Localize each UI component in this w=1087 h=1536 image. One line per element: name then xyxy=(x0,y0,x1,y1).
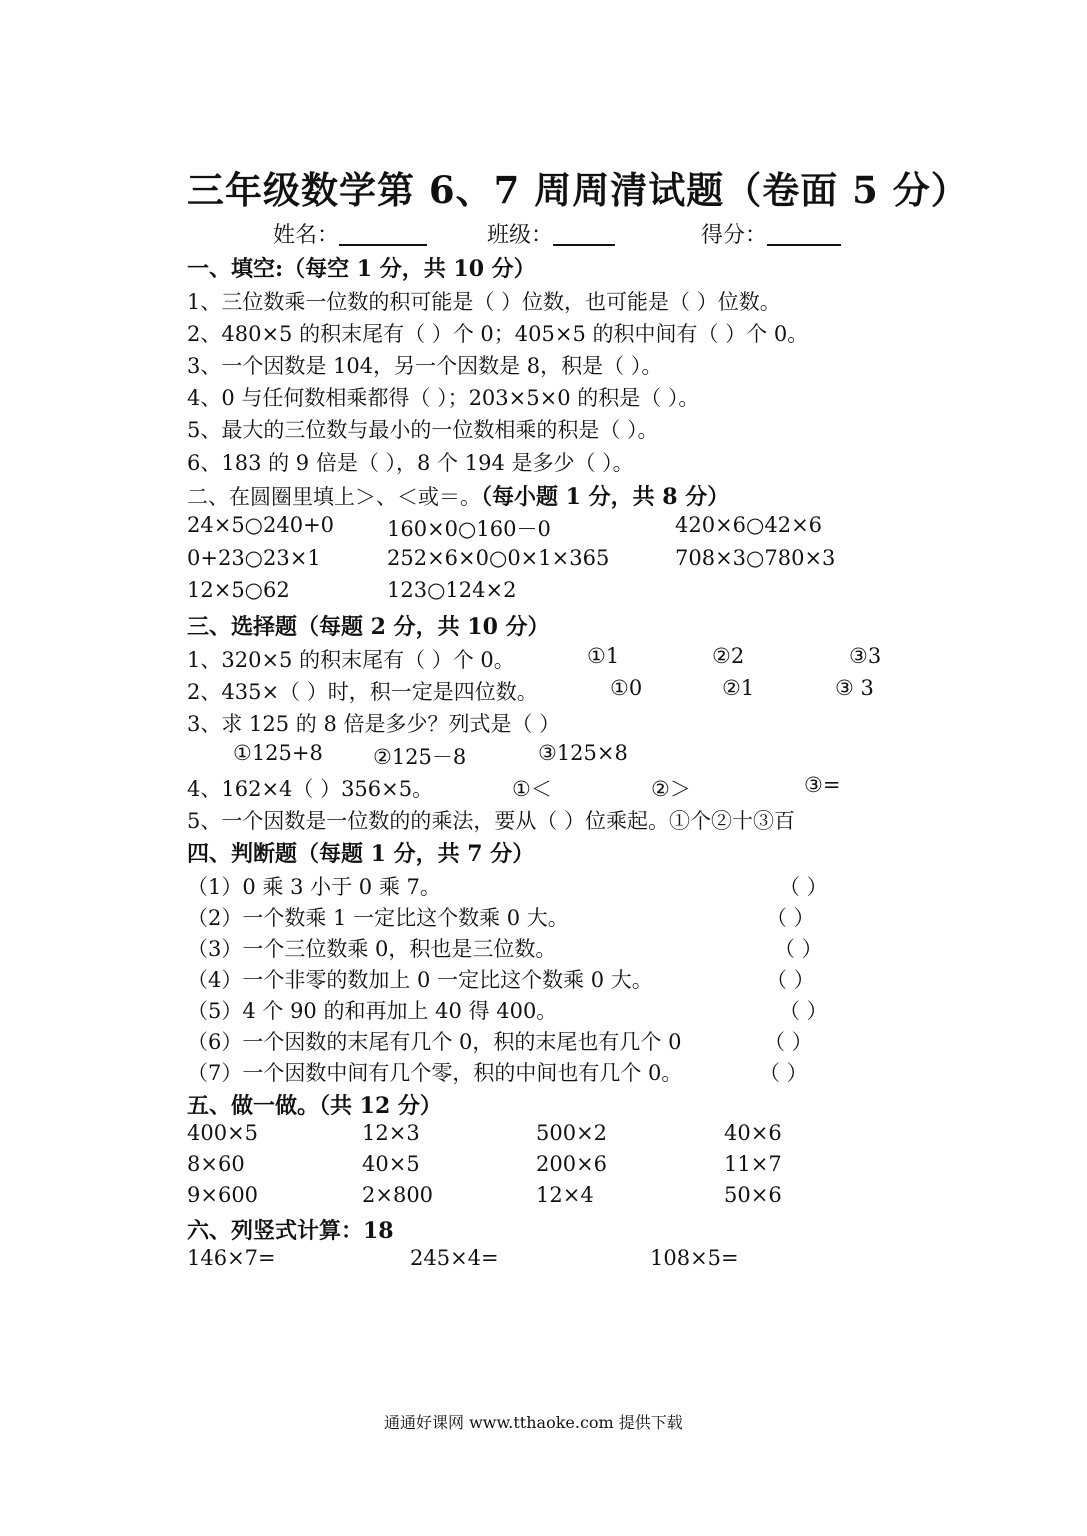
section-2-heading-points: （每小题 1 分，共 8 分） xyxy=(481,484,730,510)
s3-q2-option-3: ③ 3 xyxy=(835,676,874,700)
compare-item: 123○124×2 xyxy=(387,578,517,602)
calc-item: 2×800 xyxy=(362,1183,434,1207)
s4-statement-1: （1）0 乘 3 小于 0 乘 7。 xyxy=(187,875,441,899)
score-blank[interactable] xyxy=(767,222,841,246)
vertical-calc-item: 108×5= xyxy=(650,1246,739,1270)
s3-q1-option-1: ①1 xyxy=(587,644,620,668)
s3-q2-option-1: ①0 xyxy=(610,676,643,700)
score-field xyxy=(701,218,841,249)
s3-question-1: 1、320×5 的积末尾有（ ）个 0。 xyxy=(187,648,515,672)
calc-item: 50×6 xyxy=(724,1183,782,1207)
calc-item: 11×7 xyxy=(724,1152,782,1176)
s3-q3-option-1: ①125+8 xyxy=(233,741,323,765)
s3-question-3: 3、求 125 的 8 倍是多少？列式是（ ） xyxy=(187,712,561,736)
s3-q4-option-3: ③= xyxy=(804,773,841,797)
s4-statement-4: （4）一个非零的数加上 0 一定比这个数乘 0 大。 xyxy=(187,968,653,992)
calc-item: 500×2 xyxy=(536,1121,608,1145)
s1-question-4: 4、0 与任何数相乘都得（ ）；203×5×0 的积是（ ）。 xyxy=(187,386,700,410)
vertical-calc-item: 146×7= xyxy=(187,1246,276,1270)
score-label: 得分： xyxy=(701,223,768,248)
s3-q2-option-2: ②1 xyxy=(722,676,755,700)
vertical-calc-item: 245×4= xyxy=(410,1246,499,1270)
s4-statement-7: （7）一个因数中间有几个零，积的中间也有几个 0。 xyxy=(187,1061,683,1085)
page-title: 三年级数学第 6、7 周周清试题（卷面 5 分） xyxy=(187,168,969,212)
s4-statement-6: （6）一个因数的末尾有几个 0，积的末尾也有几个 0 xyxy=(187,1030,682,1054)
s1-question-1: 1、三位数乘一位数的积可能是（ ）位数，也可能是（ ）位数。 xyxy=(187,290,781,314)
section-5-heading: 五、做一做。（共 12 分） xyxy=(187,1093,442,1119)
calc-item: 400×5 xyxy=(187,1121,259,1145)
s3-q1-option-3: ③3 xyxy=(849,644,882,668)
class-blank[interactable] xyxy=(553,222,615,246)
section-1-heading: 一、填空:（每空 1 分，共 10 分） xyxy=(187,256,536,282)
s1-question-5: 5、最大的三位数与最小的一位数相乘的积是（ ）。 xyxy=(187,418,659,442)
s3-question-2: 2、435×（ ）时，积一定是四位数。 xyxy=(187,680,538,704)
name-field xyxy=(273,218,427,249)
name-label: 姓名： xyxy=(273,223,340,248)
calc-item: 8×60 xyxy=(187,1152,245,1176)
answer-parentheses[interactable]: （ ） xyxy=(779,999,828,1023)
calc-item: 12×3 xyxy=(362,1121,420,1145)
answer-parentheses[interactable]: （ ） xyxy=(774,937,823,961)
answer-parentheses[interactable]: （ ） xyxy=(764,1030,813,1054)
calc-item: 40×5 xyxy=(362,1152,420,1176)
section-2-heading-text: 二、在圆圈里填上＞、＜或＝。 xyxy=(187,485,481,509)
answer-parentheses[interactable]: （ ） xyxy=(779,875,828,899)
s3-q1-option-2: ②2 xyxy=(712,644,745,668)
s3-question-4: 4、162×4（ ）356×5。 xyxy=(187,777,434,801)
name-blank[interactable] xyxy=(339,222,427,246)
section-6-heading: 六、列竖式计算：18 xyxy=(187,1218,394,1244)
answer-parentheses[interactable]: （ ） xyxy=(766,968,815,992)
s4-statement-3: （3）一个三位数乘 0，积也是三位数。 xyxy=(187,937,557,961)
compare-item: 252×6×0○0×1×365 xyxy=(387,546,610,570)
s4-statement-5: （5）4 个 90 的和再加上 40 得 400。 xyxy=(187,999,558,1023)
calc-item: 12×4 xyxy=(536,1183,594,1207)
section-2-heading xyxy=(187,480,729,511)
class-label: 班级： xyxy=(487,223,554,248)
s4-statement-2: （2）一个数乘 1 一定比这个数乘 0 大。 xyxy=(187,906,569,930)
s3-question-5: 5、一个因数是一位数的的乘法，要从（ ）位乘起。①个②十③百 xyxy=(187,809,796,833)
s1-question-3: 3、一个因数是 104，另一个因数是 8，积是（ ）。 xyxy=(187,354,663,378)
section-3-heading: 三、选择题（每题 2 分，共 10 分） xyxy=(187,614,550,640)
s3-q4-option-2: ②＞ xyxy=(651,777,691,801)
s1-question-6: 6、183 的 9 倍是（ ），8 个 194 是多少（ ）。 xyxy=(187,451,634,475)
section-4-heading: 四、判断题（每题 1 分，共 7 分） xyxy=(187,841,535,867)
calc-item: 200×6 xyxy=(536,1152,608,1176)
compare-item: 420×6○42×6 xyxy=(675,513,823,537)
s3-q4-option-1: ①＜ xyxy=(512,777,552,801)
answer-parentheses[interactable]: （ ） xyxy=(759,1061,808,1085)
compare-item: 0+23○23×1 xyxy=(187,546,321,570)
s3-q3-option-2: ②125－8 xyxy=(373,745,467,769)
calc-item: 40×6 xyxy=(724,1121,782,1145)
class-field xyxy=(487,218,615,249)
calc-item: 9×600 xyxy=(187,1183,259,1207)
compare-item: 160×0○160－0 xyxy=(387,517,551,541)
footer-credit: 通通好课网 www.tthaoke.com 提供下载 xyxy=(384,1413,683,1432)
s1-question-2: 2、480×5 的积末尾有（ ）个 0；405×5 的积中间有（ ）个 0。 xyxy=(187,322,809,346)
compare-item: 708×3○780×3 xyxy=(675,546,836,570)
compare-item: 24×5○240+0 xyxy=(187,513,335,537)
compare-item: 12×5○62 xyxy=(187,578,290,602)
answer-parentheses[interactable]: （ ） xyxy=(766,906,815,930)
s3-q3-option-3: ③125×8 xyxy=(538,741,628,765)
